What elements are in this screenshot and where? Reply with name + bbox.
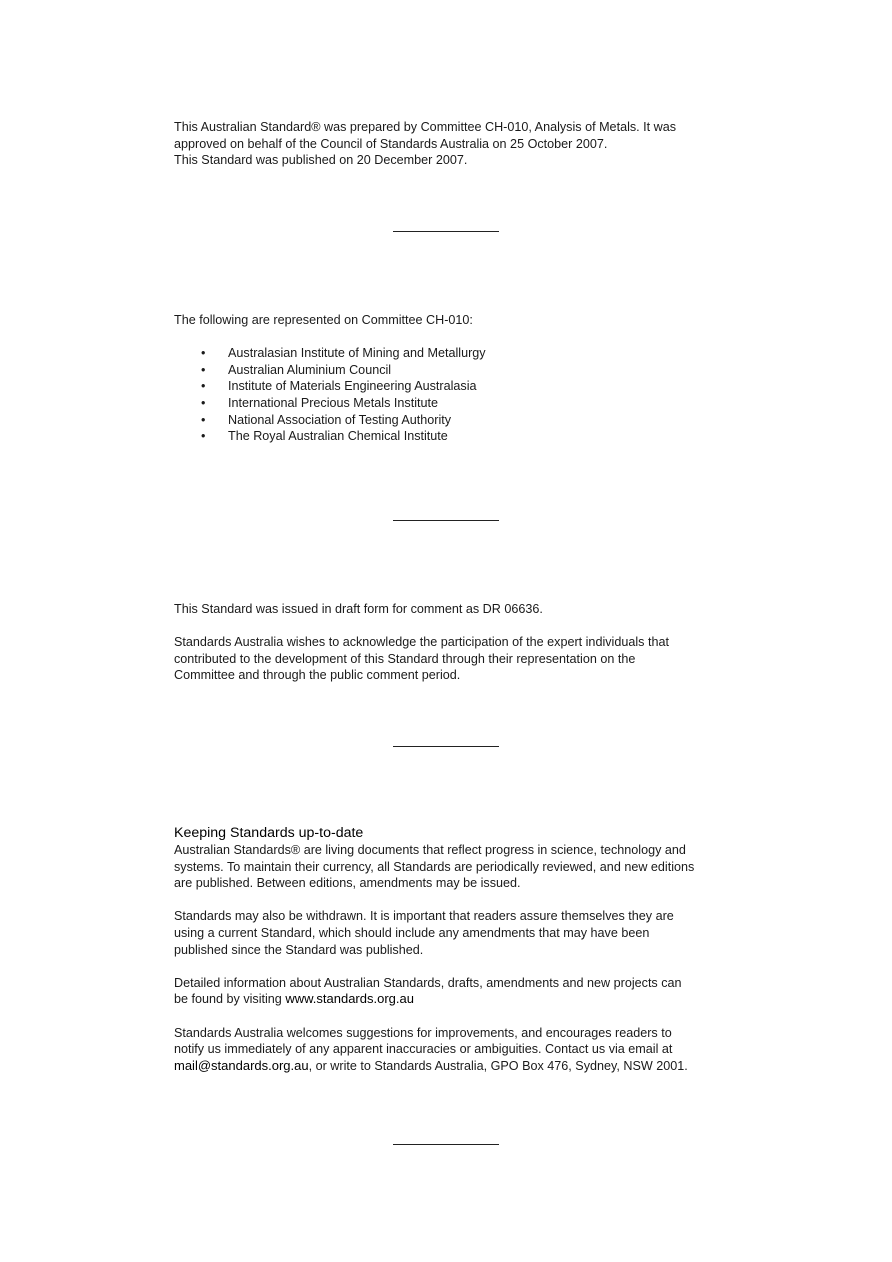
draft-notice: This Standard was issued in draft form for comment as DR 06636. (174, 602, 543, 616)
acknowledgement-line: contributed to the development of this Standard through their representation on the (174, 651, 636, 666)
section-divider (393, 746, 499, 747)
paragraph-line (174, 1058, 734, 1075)
preface-line: approved on behalf of the Council of Standards Australia on 25 October 2007. (174, 136, 608, 151)
bullet-icon: • (201, 346, 206, 361)
committee-intro: The following are represented on Committee CH-010: (174, 313, 473, 327)
list-item (174, 428, 734, 445)
section-divider (393, 520, 499, 521)
member-name: Institute of Materials Engineering Australasia (228, 379, 477, 394)
bullet-icon: • (201, 395, 206, 410)
member-name: Australian Aluminium Council (228, 362, 392, 377)
bullet-icon: • (201, 412, 206, 427)
list-item (174, 362, 734, 379)
website-link[interactable]: www.standards.org.au (285, 991, 414, 1007)
paragraph-line: Standards may also be withdrawn. It is important that readers assure themselves they are (174, 909, 674, 924)
bullet-icon: • (201, 362, 206, 377)
draft-section (174, 601, 734, 684)
paragraph-line (174, 991, 734, 1008)
paragraph-line: notify us immediately of any apparent inaccuracies or ambiguities. Contact us via email at (174, 1042, 673, 1057)
bullet-icon: • (201, 379, 206, 394)
section-heading: Keeping Standards up-to-date (174, 825, 364, 841)
website-prefix: be found by visiting (174, 992, 286, 1007)
paragraph-line: using a current Standard, which should include any amendments that may have been (174, 925, 650, 940)
preface-section (174, 119, 734, 169)
list-item (174, 345, 734, 362)
paragraph-line: published since the Standard was published. (174, 942, 424, 957)
acknowledgement-line: Committee and through the public comment period. (174, 668, 461, 683)
acknowledgement-line: Standards Australia wishes to acknowledge the participation of the expert individuals that (174, 635, 669, 650)
paragraph-line: Standards Australia welcomes suggestions for improvements, and encourages readers to (174, 1025, 672, 1040)
section-divider (393, 1144, 499, 1145)
section-divider (393, 231, 499, 232)
keeping-up-to-date-section (174, 825, 734, 1074)
list-item (174, 412, 734, 429)
postal-address: , or write to Standards Australia, GPO Box 476, Sydney, NSW 2001. (308, 1058, 688, 1073)
member-name: Australasian Institute of Mining and Metallurgy (228, 346, 486, 361)
list-item (174, 395, 734, 412)
member-name: International Precious Metals Institute (228, 395, 439, 410)
preface-line: This Australian Standard® was prepared by Committee CH-010, Analysis of Metals. It was (174, 120, 677, 134)
paragraph-line: Australian Standards® are living documents that reflect progress in science, technology and (174, 843, 686, 857)
paragraph-line: Detailed information about Australian Standards, drafts, amendments and new projects can (174, 975, 682, 990)
email-link[interactable]: mail@standards.org.au (174, 1057, 309, 1073)
committee-member-list (174, 345, 734, 445)
publication-date-line: This Standard was published on 20 December 2007. (174, 153, 468, 168)
committee-section (174, 312, 734, 445)
bullet-icon: • (201, 429, 206, 444)
paragraph-line: are published. Between editions, amendments may be issued. (174, 876, 521, 891)
paragraph-line: systems. To maintain their currency, all Standards are periodically reviewed, and new editions (174, 859, 695, 874)
member-name: National Association of Testing Authority (228, 412, 452, 427)
list-item (174, 378, 734, 395)
member-name: The Royal Australian Chemical Institute (228, 429, 448, 444)
